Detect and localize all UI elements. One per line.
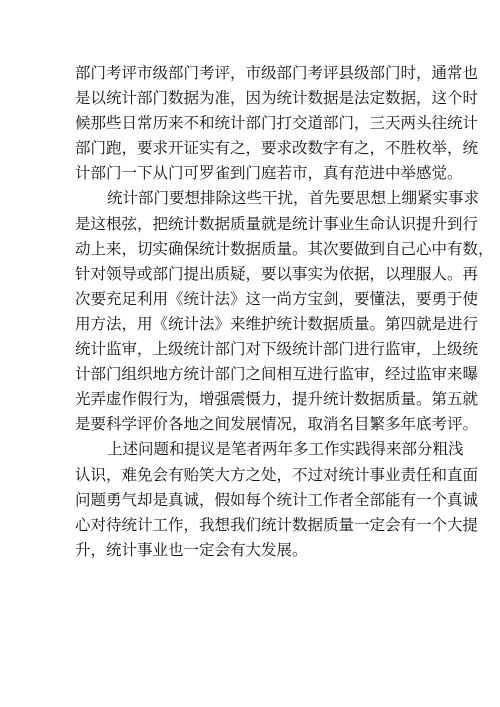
- text-line: 上述问题和提议是笔者两年多工作实践得来部分粗浅: [107, 440, 464, 459]
- text-line: 光弄虚作假行为，增强震慑力，提升统计数据质量。第五就: [75, 390, 479, 409]
- text-line: 心对待统计工作，我想我们统计数据质量一定会有一个大提: [75, 515, 479, 534]
- text-line: 用方法，用《统计法》来维护统计数据质量。第四就是进行: [75, 314, 479, 333]
- text-line: 统计监审，上级统计部门对下级统计部门进行监审，上级统: [75, 340, 479, 359]
- text-line: 升，统计事业也一定会有大发展。: [75, 540, 308, 559]
- text-line: 计部门一下从门可罗雀到门庭若市，真有范进中举感觉。: [75, 164, 463, 183]
- text-line: 次要充足利用《统计法》这一尚方宝剑，要懂法，要勇于使: [75, 289, 479, 308]
- text-line: 候那些日常历来不和统计部门打交道部门，三天两头往统计: [75, 114, 479, 133]
- paragraph-3: [75, 437, 479, 562]
- text-line: 计部门组织地方统计部门之间相互进行监审，经过监审来曝: [75, 365, 479, 384]
- text-line: 动上来，切实确保统计数据质量。其次要做到自己心中有数，: [75, 239, 494, 258]
- text-line: 针对领导或部门提出质疑，要以事实为依据，以理服人。再: [75, 264, 479, 283]
- text-line: 是以统计部门数据为准，因为统计数据是法定数据，这个时: [75, 89, 479, 108]
- paragraph-2: [75, 186, 494, 437]
- text-line: 部门考评市级部门考评，市级部门考评县级部门时，通常也: [75, 64, 479, 82]
- document-body: [75, 61, 494, 563]
- text-line: 是这根弦，把统计数据质量就是统计事业生命认识提升到行: [75, 214, 479, 233]
- text-line: 问题勇气却是真诚，假如每个统计工作者全部能有一个真诚: [75, 490, 479, 509]
- paragraph-1: [75, 61, 479, 186]
- text-line: 认识，难免会有贻笑大方之处，不过对统计事业责任和直面: [75, 465, 479, 484]
- text-line: 部门跑，要求开证实有之，要求改数字有之，不胜枚举，统: [75, 139, 479, 158]
- text-line: 是要科学评价各地之间发展情况，取消名目繁多年底考评。: [75, 415, 479, 434]
- text-line: 统计部门要想排除这些干扰，首先要思想上绷紧实事求: [107, 189, 480, 208]
